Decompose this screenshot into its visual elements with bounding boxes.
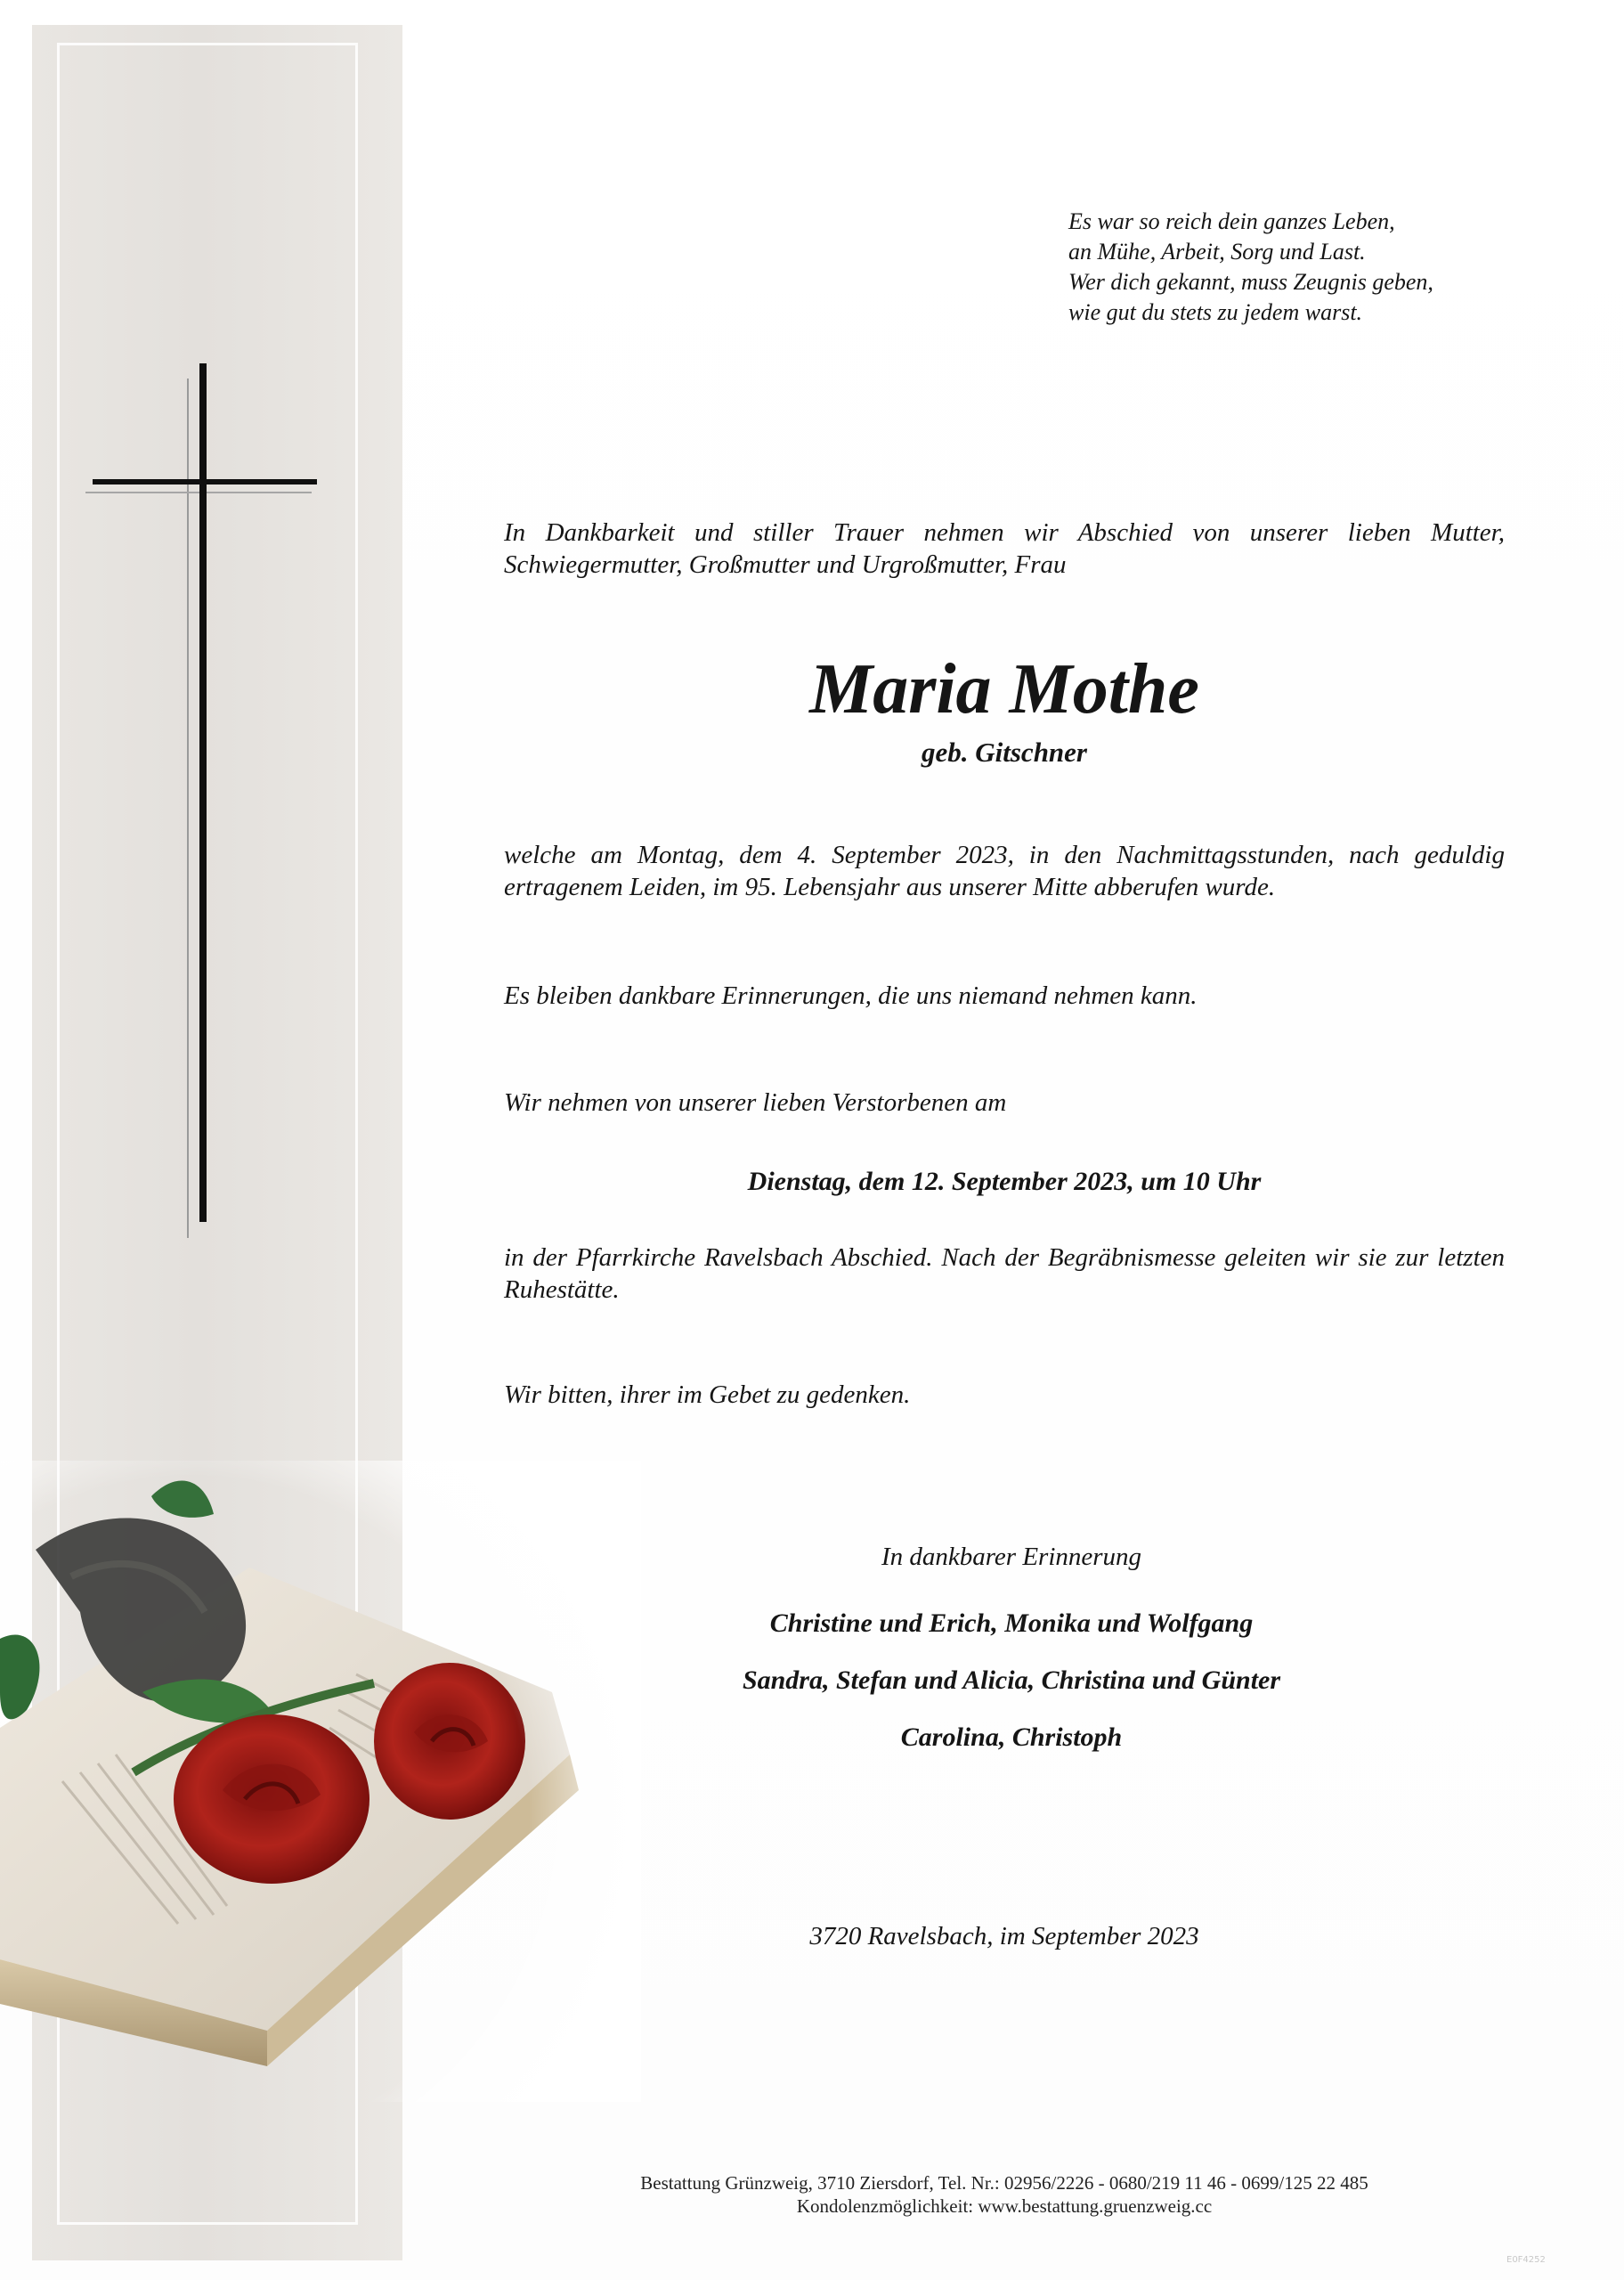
cross-shadow-vertical	[187, 379, 189, 1238]
motto-line: Wer dich gekannt, muss Zeugnis geben,	[1068, 269, 1433, 295]
intro-text: In Dankbarkeit und stiller Trauer nehmen wir Abschied von unserer lieben Mutter, Schwiegermutter, Großmutter und Urgroßmutter, Frau	[504, 518, 1505, 579]
death-notice: welche am Montag, dem 4. September 2023, in den Nachmittagsstunden, nach geduldig ertragenem Leiden, im 95. Lebensjahr aus unserer Mitte abberufen wurde.	[504, 841, 1505, 901]
motto-line: Es war so reich dein ganzes Leben,	[1068, 208, 1395, 234]
cross-bar	[93, 479, 317, 484]
family-line: Christine und Erich, Monika und Wolfgang	[769, 1608, 1254, 1638]
family-line: Carolina, Christoph	[900, 1722, 1123, 1752]
motto-line: wie gut du stets zu jedem warst.	[1068, 299, 1363, 325]
memories-text: Es bleiben dankbare Erinnerungen, die uns niemand nehmen kann.	[504, 981, 1198, 1010]
family-line: Sandra, Stefan und Alicia, Christina und Günter	[742, 1665, 1281, 1695]
motto-line: an Mühe, Arbeit, Sorg und Last.	[1068, 239, 1366, 265]
condolence-website: Kondolenzmöglichkeit: www.bestattung.gruenzweig.cc	[796, 2195, 1213, 2217]
document-code: E0F4252	[1506, 2255, 1546, 2265]
funeral-home-contact: Bestattung Grünzweig, 3710 Ziersdorf, Tel. Nr.: 02956/2226 - 0680/219 11 46 - 0699/125 22 485	[640, 2172, 1368, 2194]
place-and-date: 3720 Ravelsbach, im September 2023	[809, 1922, 1199, 1950]
prayer-request: Wir bitten, ihrer im Gebet zu gedenken.	[504, 1380, 911, 1409]
service-place: in der Pfarrkirche Ravelsbach Abschied. Nach der Begräbnismesse geleiten wir sie zur letzten Ruhestätte.	[504, 1243, 1505, 1304]
remembrance-heading: In dankbarer Erinnerung	[881, 1543, 1142, 1571]
service-date: Dienstag, dem 12. September 2023, um 10 Uhr	[747, 1167, 1262, 1196]
motto-verse	[1068, 207, 1433, 328]
birth-name: geb. Gitschner	[922, 737, 1087, 768]
deceased-name: Maria Mothe	[809, 650, 1199, 729]
cross-shadow-horizontal	[85, 492, 312, 493]
farewell-intro: Wir nehmen von unserer lieben Verstorbenen am	[504, 1088, 1007, 1117]
cross-icon	[199, 363, 207, 1222]
